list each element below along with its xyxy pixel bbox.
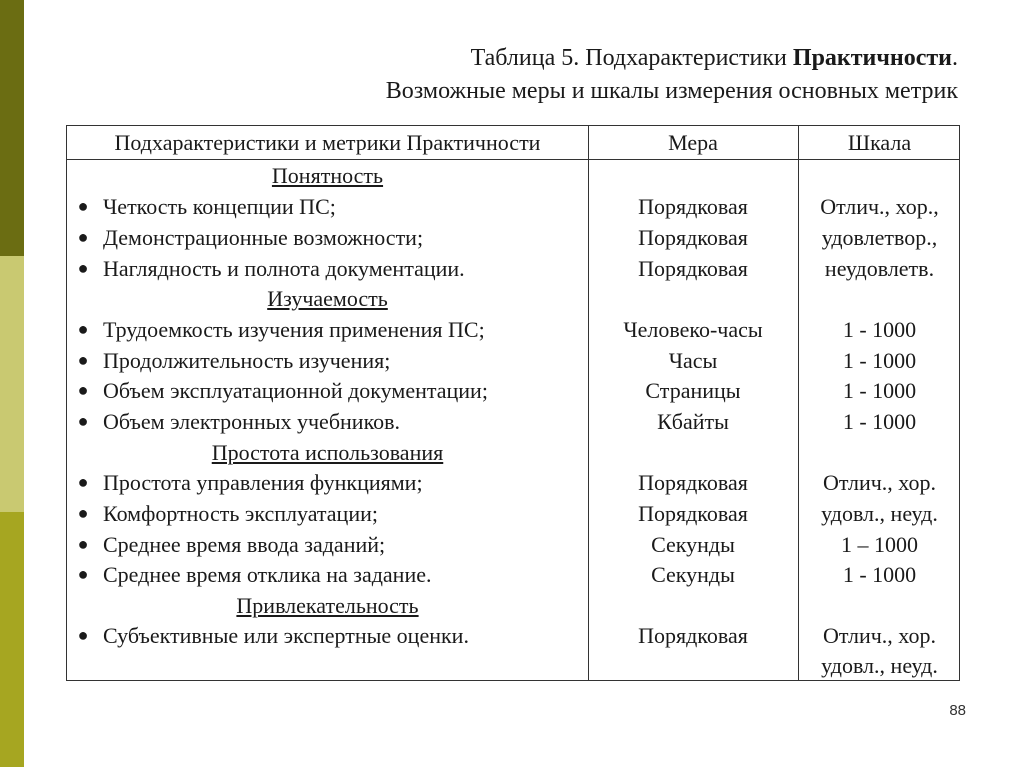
- measure-cell: Порядковая: [638, 501, 748, 526]
- table-row-continuation: [67, 650, 959, 681]
- table-row: [67, 467, 959, 498]
- table-row: [67, 406, 959, 437]
- table-row: [67, 498, 959, 529]
- bullet-icon: ●: [77, 564, 89, 584]
- metric-cell: Среднее время отклика на задание.: [103, 562, 432, 587]
- table-caption: [386, 42, 958, 108]
- metric-cell: Объем электронных учебников.: [103, 409, 401, 434]
- group-row: [67, 160, 959, 191]
- scale-cell: Отлич., хор.: [823, 623, 936, 648]
- scale-cell: Отлич., хор.,: [820, 194, 939, 219]
- table-row: [67, 314, 959, 345]
- group-heading: Привлекательность: [236, 593, 419, 618]
- table-row: [67, 191, 959, 222]
- table-row: [67, 345, 959, 376]
- table-row: [67, 375, 959, 406]
- metric-cell: Наглядность и полнота документации.: [103, 256, 465, 281]
- table-row: [67, 253, 959, 284]
- caption-line-2: Возможные меры и шкалы измерения основных метрик: [385, 78, 958, 104]
- scale-cell: 1 – 1000: [841, 532, 918, 557]
- metric-cell: Четкость концепции ПС;: [103, 194, 336, 219]
- caption-line-1: Таблица 5. Подхарактеристики Практичности.: [470, 45, 958, 71]
- bullet-icon: ●: [77, 258, 89, 278]
- scale-cell: 1 - 1000: [842, 562, 917, 587]
- header-scale: Шкала: [847, 130, 912, 155]
- scale-cell: 1 - 1000: [842, 409, 917, 434]
- side-bar-top: [0, 0, 24, 256]
- scale-cell: Отлич., хор.: [823, 470, 936, 495]
- bullet-icon: ●: [77, 472, 89, 492]
- bullet-icon: ●: [77, 319, 89, 339]
- bullet-icon: ●: [77, 380, 89, 400]
- header-metric: Подхарактеристики и метрики Практичности: [114, 130, 541, 155]
- measure-cell: Порядковая: [638, 225, 748, 250]
- table-row: [67, 529, 959, 560]
- metric-cell: Продолжительность изучения;: [103, 348, 391, 373]
- metric-cell: Демонстрационные возможности;: [103, 225, 424, 250]
- measure-cell: Часы: [668, 348, 718, 373]
- scale-cell: 1 - 1000: [842, 378, 917, 403]
- table-row: [67, 559, 959, 590]
- metric-cell: Комфортность эксплуатации;: [103, 501, 378, 526]
- table-row: [67, 222, 959, 253]
- measure-cell: Порядковая: [638, 470, 748, 495]
- header-measure: Мера: [668, 130, 718, 155]
- measure-cell: Порядковая: [638, 256, 748, 281]
- side-bar-middle: [0, 256, 24, 512]
- metric-cell: Среднее время ввода заданий;: [103, 532, 386, 557]
- scale-cell: 1 - 1000: [842, 317, 917, 342]
- measure-cell: Человеко-часы: [623, 317, 763, 342]
- page-number: 88: [949, 702, 966, 719]
- measure-cell: Порядковая: [638, 623, 748, 648]
- group-row: [67, 437, 959, 468]
- measure-cell: Кбайты: [657, 409, 729, 434]
- metric-cell: Субъективные или экспертные оценки.: [103, 623, 469, 648]
- scale-cell: удовлетвор.,: [821, 225, 938, 250]
- group-row: [67, 283, 959, 314]
- metric-cell: Объем эксплуатационной документации;: [103, 378, 488, 403]
- group-heading: Понятность: [271, 163, 384, 188]
- bullet-icon: ●: [77, 411, 89, 431]
- bullet-icon: ●: [77, 196, 89, 216]
- group-heading: Простота использования: [211, 440, 444, 465]
- bullet-icon: ●: [77, 227, 89, 247]
- metrics-table: [66, 125, 960, 681]
- bullet-icon: ●: [77, 534, 89, 554]
- group-heading: Изучаемость: [267, 286, 388, 311]
- side-bar-bottom: [0, 512, 24, 767]
- measure-cell: Секунды: [651, 532, 735, 557]
- scale-cell: неудовлетв.: [824, 256, 935, 281]
- bullet-icon: ●: [77, 503, 89, 523]
- scale-cell: 1 - 1000: [842, 348, 917, 373]
- metric-cell: Трудоемкость изучения применения ПС;: [103, 317, 485, 342]
- measure-cell: Порядковая: [638, 194, 748, 219]
- measure-cell: Секунды: [651, 562, 735, 587]
- group-row: [67, 590, 959, 621]
- bullet-icon: ●: [77, 350, 89, 370]
- measure-cell: Страницы: [645, 378, 741, 403]
- scale-cell: удовл., неуд.: [821, 501, 938, 526]
- scale-cell: удовл., неуд.: [821, 653, 938, 678]
- table-row: [67, 620, 959, 651]
- bullet-icon: ●: [77, 625, 89, 645]
- metric-cell: Простота управления функциями;: [103, 470, 423, 495]
